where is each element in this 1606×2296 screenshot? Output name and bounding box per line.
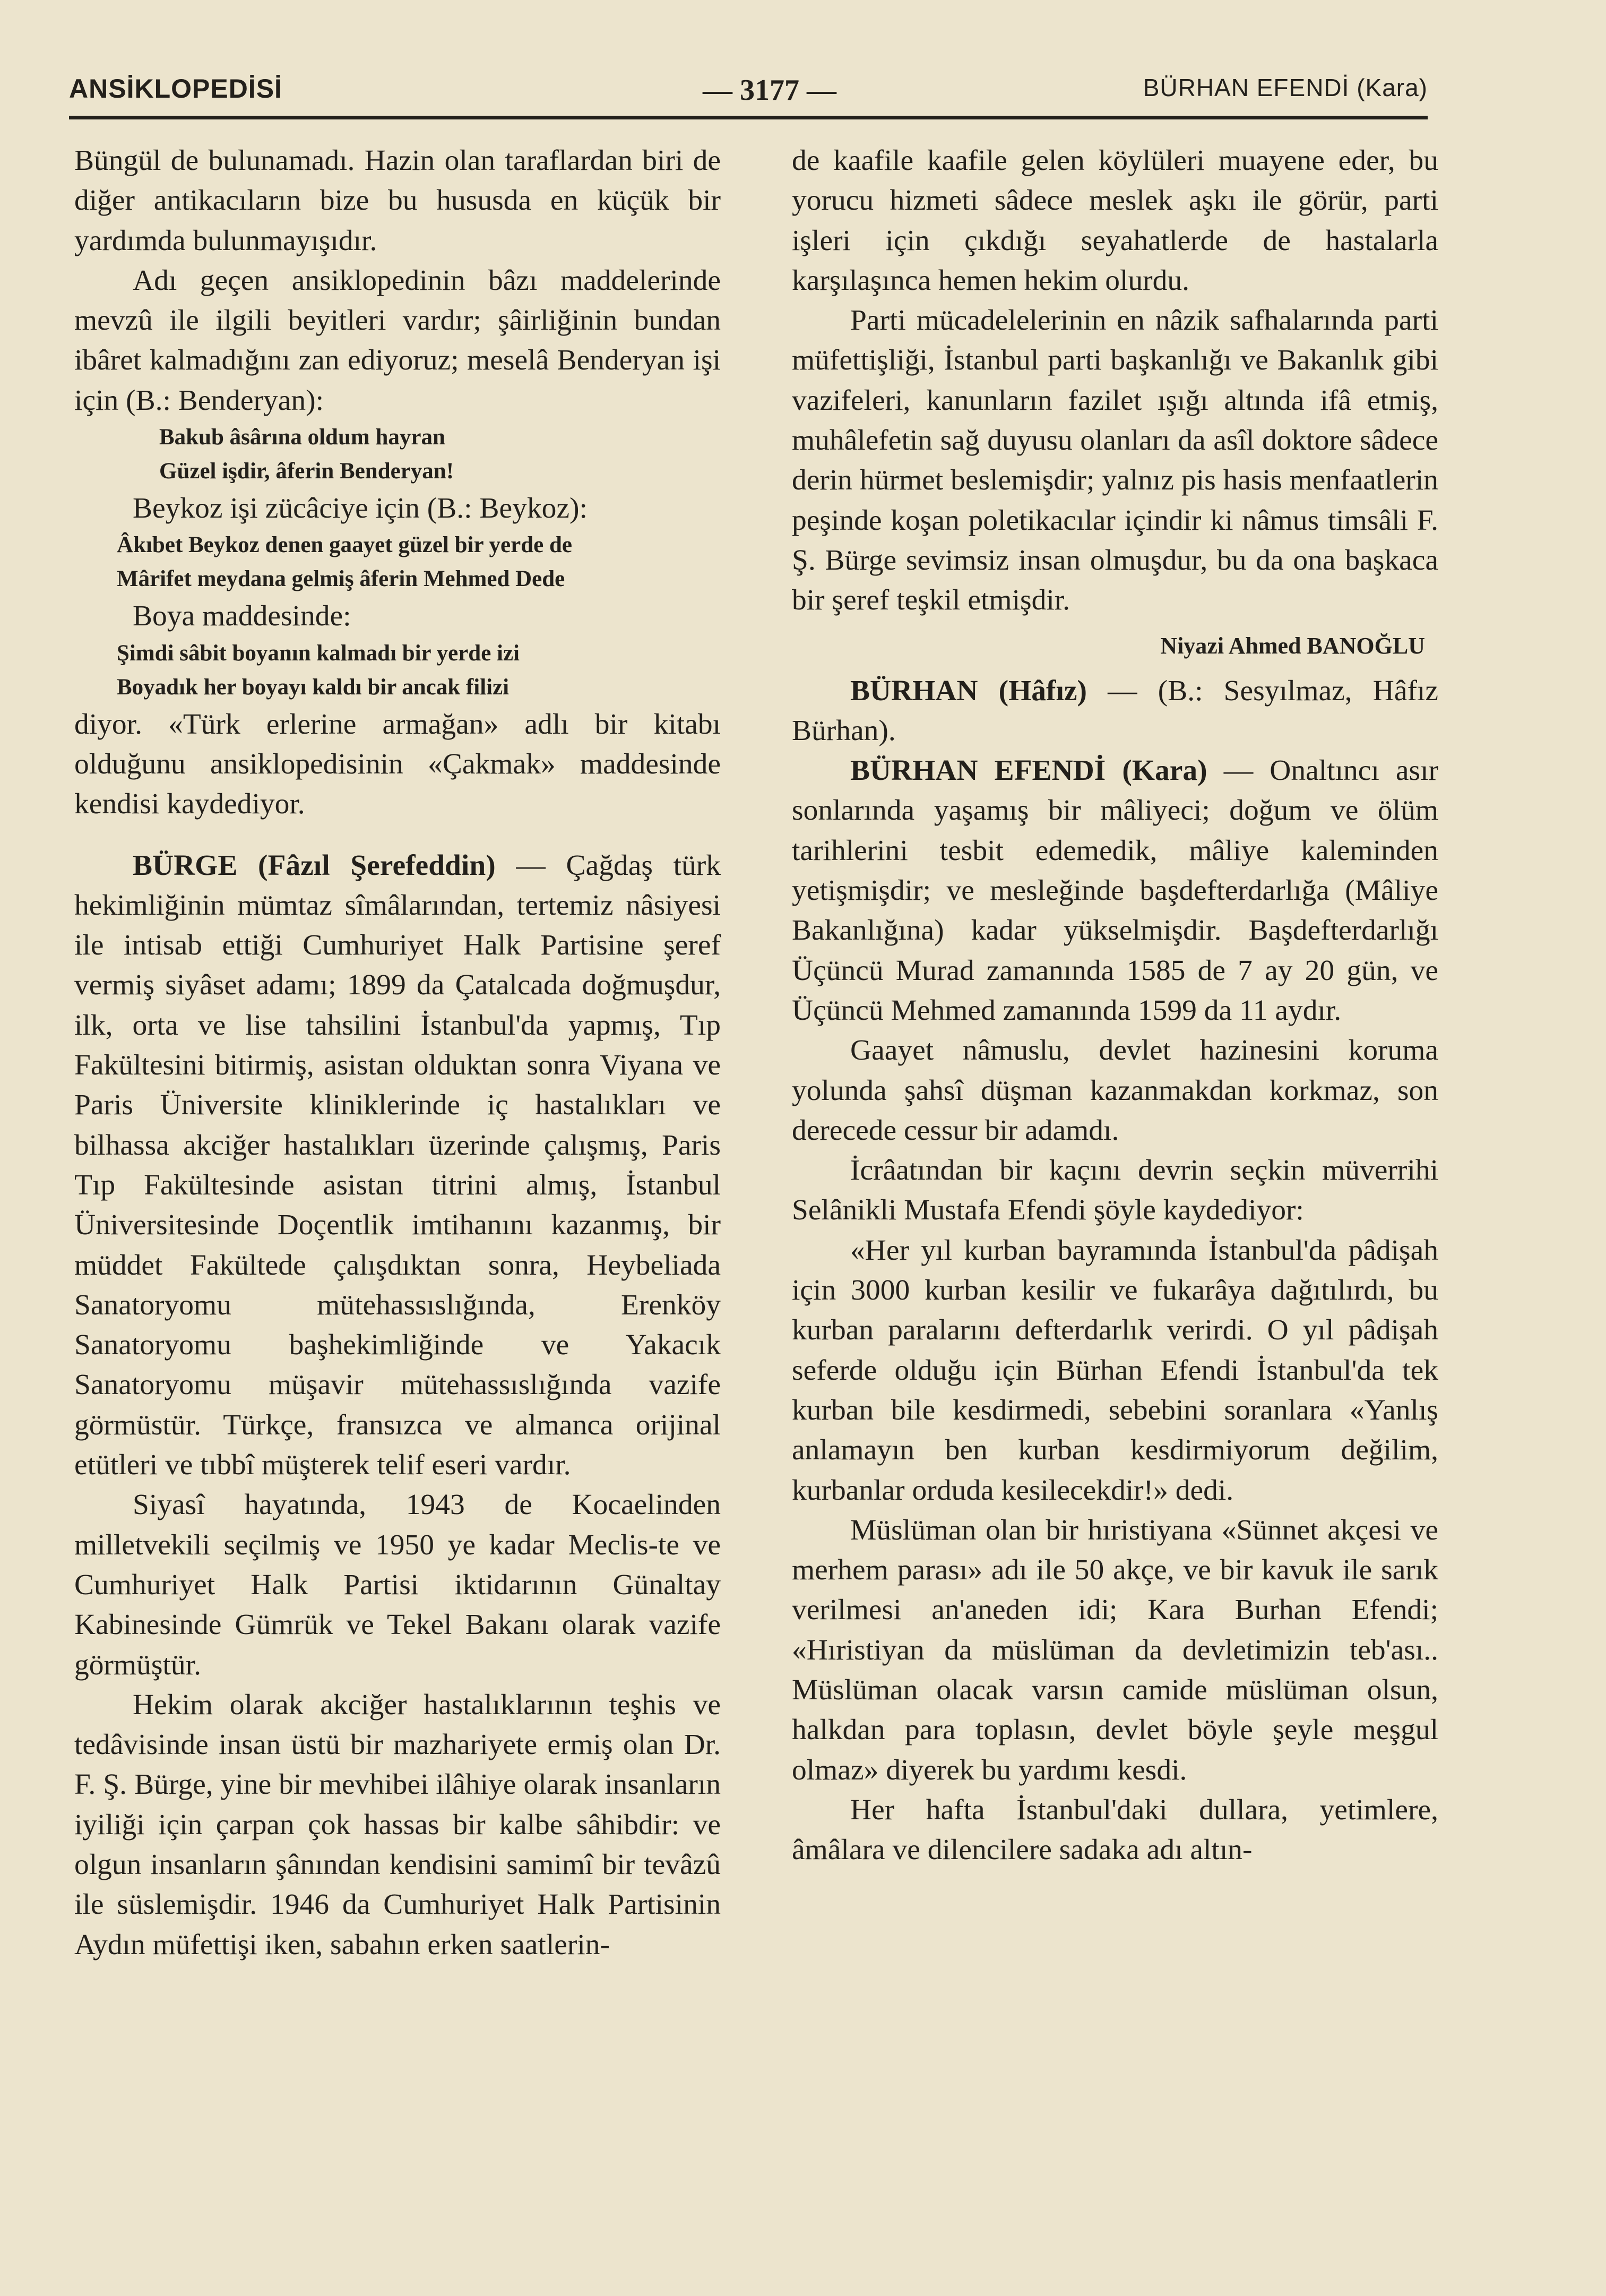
author-signature: Niyazi Ahmed BANOĞLU [1160,632,1425,659]
running-header [69,73,1428,105]
paragraph: Siyasî hayatında, 1943 de Kocaelinden milletvekili seçilmiş ve 1950 ye kadar Meclis-te ve Cumhuriyet Halk Partisi iktidarının Günaltay Kabinesinde Gümrük ve Tekel Bakanı olarak vazife görmüştür. [74,1489,721,1681]
entry-text: — Onaltıncı asır sonlarında yaşamış bir mâliyeci; doğum ve ölüm tarihlerini tesbit edemedik, mâliye kaleminden yetişmişdir; ve mesleğinde başdefterdarlığa (Mâliye Bakanlığına) kadar yükselmişdir. Başdefterdarlığı Üçüncü Murad zamanında 1585 de 7 ay 20 gün, ve Üçüncü Mehmed zamanında 1599 da 11 aydır. [792,754,1438,1027]
verse-line: Şimdi sâbit boyanın kalmadı bir yerde izi [117,640,520,666]
entry-burhan-kara [792,751,1438,1030]
entry-headword: BÜRGE (Fâzıl Şerefeddin) [133,849,496,882]
verse-block [74,420,721,488]
verse-line: Boyadık her boyayı kaldı bir ancak filizi [117,674,510,700]
paragraph: İcrâatından bir kaçını devrin seçkin müverrihi Selânikli Mustafa Efendi şöyle kaydediyor: [792,1154,1438,1227]
paragraph: Müslüman olan bir hıristiyana «Sünnet akçesi ve merhem parası» adı ile 50 akçe, ve bir kavuk ile sarık verilmesi an'aneden idi; Kara Burhan Efendi; «Hıristiyan da müslüman da devletimizin teb'ası.. Müslüman olacak varsın camide müslüman olsun, halkdan para toplasın, devlet böyle şeyle meşgul olmaz» diyerek bu yardımı kesdi. [792,1514,1438,1786]
paragraph: de kaafile kaafile gelen köylüleri muayene eder, bu yorucu hizmeti sâdece meslek aşkı ile görür, parti işleri için çıkdığı seyahatlerde de hastalarla karşılaşınca hemen hekim olurdu. [792,144,1438,297]
entry-text: — (B.: Sesyılmaz, Hâfız Bürhan). [792,674,1438,747]
spacer [74,824,721,846]
paragraph: Boya maddesinde: [133,600,351,633]
paragraph: diyor. «Türk erlerine armağan» adlı bir kitabı olduğunu ansiklopedisinin «Çakmak» maddesinde kendisi kaydediyor. [74,708,721,821]
verse-line: Mârifet meydana gelmiş âferin Mehmed Dede [117,566,565,592]
verse-line: Bakub âsârına oldum hayran [159,425,445,450]
quote-paragraph: «Her yıl kurban bayramında İstanbul'da pâdişah için 3000 kurban kesilir ve fukarâya dağıtılırdı, bu kurban paralarını defterdarlık verirdi. O yıl pâdişah seferde olduğu için Bürhan Efendi İstanbul'da tek kurban bile kesdirmedi, sebebini soranlara «Yanlış anlamayın ben kurban kesdirmiyorum değilim, kurbanlar orduda kesilecekdir!» dedi. [792,1234,1438,1507]
paragraph: Parti mücadelelerinin en nâzik safhalarında parti müfettişliği, İstanbul parti başkanlığı ve Bakanlık gibi vazifeleri, kanunların fazilet ışığı altında ifâ etmiş, muhâlefetin sağ duyusu olanları da asîl doktore sâdece derin hürmet beslemişdir; yalnız pis hasis menfaatlerin peşinde koşan poletikacılar içindir ki nâmus timsâli F. Ş. Bürge sevimsiz insan olmuşdur, bu da ona başkaca bir şeref teşkil etmişdir. [792,304,1438,617]
paragraph: Gaayet nâmuslu, devlet hazinesini koruma yolunda şahsî düşman kazanmakdan korkmaz, son derecede cessur bir adamdı. [792,1034,1438,1147]
paragraph: Adı geçen ansiklopedinin bâzı maddelerinde mevzû ile ilgili beyitleri vardır; şâirliğinin bundan ibâret kalmadığını zan ediyoruz; meselâ Benderyan işi için (B.: Benderyan): [74,264,721,417]
paragraph: Hekim olarak akciğer hastalıklarının teşhis ve tedâvisinde insan üstü bir mazhariyete ermiş olan Dr. F. Ş. Bürge, yine bir mevhibei ilâhiye olarak insanların iyiliği için çarpan çok hassas bir kalbe sâhibdir: ve olgun insanların şânından kendisini samimî bir tevâzû ile süslemişdir. 1946 da Cumhuriyet Halk Partisinin Aydın müfettişi iken, sabahın erken saatlerin- [74,1688,721,1961]
paragraph: Büngül de bulunamadı. Hazin olan taraflardan biri de diğer antikacıların bize bu hususda en küçük bir yardımda bulunmayışıdır. [74,144,721,257]
entry-headword: BÜRHAN EFENDİ (Kara) [850,754,1207,787]
paragraph: Her hafta İstanbul'daki dullara, yetimlere, âmâlara ve dilencilere sadaka adı altın- [792,1793,1438,1867]
entry-text: — Çağdaş türk hekimliğinin mümtaz sîmâlarından, tertemiz nâsiyesi ile intisab ettiği Cumhuriyet Halk Partisine şeref vermiş siyâset adamı; 1899 da Çatalcada doğmuşdur, ilk, orta ve lise tahsilini İstanbul'da yapmış, Tıp Fakültesini bitirmiş, asistan olduktan sonra Viyana ve Paris Üniversite kliniklerinde iç hastalıkları ve bilhassa akciğer hastalıkları üzerinde çalışmış, Paris Tıp Fakültesinde asistan titrini almış, İstanbul Üniversitesinde Doçentlik imtihanını kazanmış, bir müddet Fakültede çalışdıktan sonra, Heybeliada Sanatoryomu mütehassıslığında, Erenköy Sanatoryomu başhekimliğinde ve Yakacık Sanatoryomu müşavir mütehassıslığında vazife görmüstür. Türkçe, fransızca ve almanca orijinal etütleri ve tıbbî müşterek telif eseri vardır. [74,849,721,1482]
left-column [74,141,721,1965]
right-column [792,141,1438,1870]
entry-burhan-hafiz [792,671,1438,751]
verse-block [74,528,721,596]
header-series-title: ANSİKLOPEDİSİ [69,74,282,104]
header-rule [69,116,1428,119]
verse-line: Âkıbet Beykoz denen gaayet güzel bir yerde de [117,532,572,558]
verse-block [74,637,721,704]
verse-line: Güzel işdir, âferin Benderyan! [159,459,454,484]
paragraph: Beykoz işi zücâciye için (B.: Beykoz): [133,492,588,525]
entry-burge [74,846,721,1485]
page-number: — 3177 — [703,74,836,107]
header-entry-range: BÜRHAN EFENDİ (Kara) [1143,74,1428,101]
entry-headword: BÜRHAN (Hâfız) [850,674,1087,707]
